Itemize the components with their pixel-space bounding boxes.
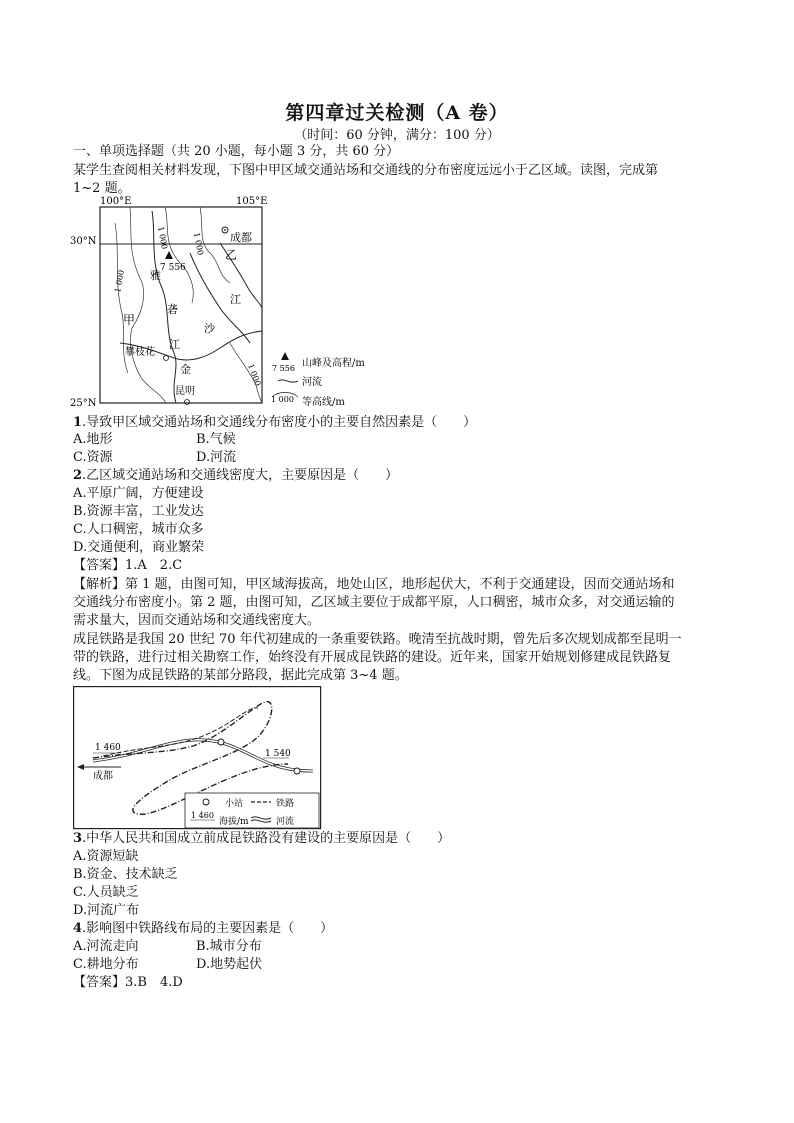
city-chengdu: 成都: [230, 231, 252, 244]
city-dot-icon: [164, 356, 169, 361]
contour-label: 1 000: [246, 362, 263, 388]
legend-railway-label: 铁路: [276, 799, 295, 809]
intro1-line1: 某学生查阅相关材料发现，下图中甲区域交通站场和交通线的分布密度远远小于乙区域。读图，完成第: [73, 163, 659, 178]
region-yi: 乙: [225, 248, 238, 262]
analysis-line1: 【解析】第 1 题，由图可知，甲区域海拔高，地处山区，地形起伏大，不利于交通建设，因而交通站场和: [73, 577, 675, 592]
q1-option-b: B.气候: [196, 432, 236, 447]
arrow-left-icon: [77, 764, 84, 770]
intro1-line2: 1~2 题。: [73, 181, 131, 196]
legend-river-label: 河流: [302, 377, 322, 388]
map-figure-1: [70, 193, 380, 413]
question-2-stem: 2.乙区域交通站场和交通线密度大，主要原因是（ ）: [73, 468, 399, 483]
q4-option-b: B.城市分布: [196, 939, 262, 954]
question-4-stem: 4.影响图中铁路线布局的主要因素是（ ）: [73, 921, 334, 936]
intro2-line3: 线。下图为成昆铁路的某部分路段，据此完成第 3~4 题。: [73, 668, 408, 683]
peak-elevation: 7 556: [160, 263, 186, 273]
q2-option-c: C.人口稠密，城市众多: [73, 522, 204, 537]
legend-contour-label: 等高线/m: [302, 397, 345, 408]
q1-option-d: D.河流: [196, 450, 237, 465]
legend-elevation-value: 1 460: [191, 811, 214, 820]
station-icon: [218, 739, 224, 745]
analysis-line2: 交通线分布密度小。第 2 题，由图可知，乙区域主要位于成都平原，人口稠密，城市众多，对交通运输的: [73, 595, 675, 610]
lat-label-25: 25°N: [70, 398, 97, 409]
question-3-stem: 3.中华人民共和国成立前成昆铁路没有建设的主要原因是（ ）: [73, 831, 451, 846]
q2-option-b: B.资源丰富，工业发达: [73, 504, 204, 519]
legend-peak-label: 山峰及高程/m: [302, 358, 365, 369]
railway-city-chengdu: 成都: [93, 771, 113, 782]
station-icon: [294, 768, 300, 774]
q1-option-c: C.资源: [73, 450, 113, 465]
legend-peak-value: 7 556: [272, 364, 295, 373]
q3-option-a: A.资源短缺: [73, 849, 139, 864]
city-dot-icon: [185, 400, 190, 405]
river-line: [190, 253, 250, 343]
city-kunming: 昆明: [175, 386, 195, 397]
q4-option-a: A.河流走向: [73, 939, 139, 954]
lon-label-105: 105°E: [236, 196, 268, 207]
page-title: 第四章过关检测（A 卷）: [285, 102, 509, 124]
river-char-ya: 雅: [150, 269, 161, 282]
q2-option-d: D.交通便利，商业繁荣: [73, 540, 205, 555]
river-char-sha: 沙: [204, 322, 215, 335]
contour-label: 1 000: [156, 225, 169, 250]
elevation-right: 1 540: [265, 749, 291, 759]
q1-option-a: A.地形: [73, 432, 113, 447]
answer-1-2: 【答案】1.A 2.C: [73, 558, 183, 573]
river-char-jiang2: 江: [230, 293, 241, 306]
answer-3-4: 【答案】3.B 4.D: [73, 975, 183, 990]
legend-elevation-label: 海拔/m: [219, 817, 249, 827]
analysis-line3: 需求量大，因而交通站场和交通线密度大。: [73, 613, 321, 628]
river-char-long: 砻: [167, 303, 178, 316]
contour-line: [200, 207, 230, 283]
contour-label: 1 000: [113, 269, 126, 294]
legend-contour-value: 1 000: [271, 395, 294, 404]
question-1-stem: 1.导致甲区域交通站场和交通线分布密度小的主要自然因素是（ ）: [73, 415, 477, 430]
contour-label: 1 000: [192, 231, 205, 256]
section-heading: 一、单项选择题（共 20 小题，每小题 3 分，共 60 分）: [73, 144, 400, 159]
lat-label-30: 30°N: [70, 236, 97, 247]
legend-station-label: 小站: [225, 799, 244, 809]
q2-option-a: A.平原广阔，方便建设: [73, 486, 204, 501]
lon-label-100: 100°E: [100, 196, 132, 207]
river-char-jin: 金: [180, 363, 191, 376]
intro2-line1: 成昆铁路是我国 20 世纪 70 年代初建成的一条重要铁路。晚清至抗战时期，曾先后多次规划成都至昆明一: [73, 632, 682, 647]
city-panzhihua: 攀枝花: [125, 347, 155, 358]
q3-option-b: B.资金、技术缺乏: [73, 867, 178, 882]
region-jia: 甲: [123, 313, 136, 327]
q3-option-d: D.河流广布: [73, 903, 140, 918]
q4-option-d: D.地势起伏: [196, 957, 263, 972]
q4-option-c: C.耕地分布: [73, 957, 139, 972]
elevation-left: 1 460: [95, 743, 121, 753]
peak-triangle-icon: [165, 251, 173, 259]
river-char-jiang: 江: [169, 338, 180, 351]
city-dot-icon: [224, 229, 226, 231]
page-subtitle: （时间：60 分钟，满分：100 分）: [294, 128, 500, 143]
q3-option-c: C.人员缺乏: [73, 885, 139, 900]
intro2-line2: 带的铁路，进行过相关勘察工作，始终没有开展成昆铁路的建设。近年来，国家开始规划修建成昆铁路复: [73, 650, 672, 665]
legend-river-icon: [278, 380, 298, 382]
railway-figure: [73, 686, 323, 830]
legend-peak-icon: [281, 352, 289, 360]
legend-river-label: 河流: [276, 817, 295, 827]
